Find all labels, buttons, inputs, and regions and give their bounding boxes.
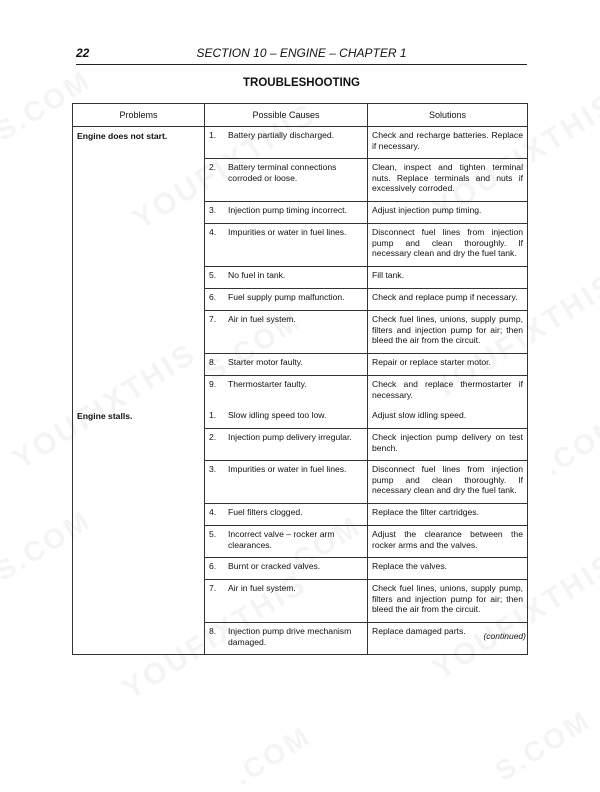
cause-item	[205, 407, 367, 428]
solution-text: Check and recharge batteries. Replace if necessary.	[372, 130, 523, 151]
solution-text: Check fuel lines, unions, supply pump, filters and injection pump for air; then bleed the air from the circuit.	[368, 579, 527, 622]
cause-number: 5.	[209, 529, 217, 539]
table-header-row	[73, 104, 528, 127]
cause-number: 1.	[209, 130, 217, 140]
cause-item	[205, 310, 367, 353]
cause-text: Injection pump delivery irregular.	[228, 432, 352, 442]
solution-text: Replace damaged parts.	[368, 622, 527, 654]
cause-item	[205, 288, 367, 310]
cause-item	[205, 503, 367, 525]
watermark	[228, 720, 317, 792]
cause-item	[205, 158, 367, 201]
cause-item	[205, 266, 367, 288]
column-header-problems: Problems	[73, 104, 205, 127]
cause-item	[205, 223, 367, 266]
cause-number: 8.	[209, 626, 217, 636]
solution-text: Disconnect fuel lines from injection pump and clean thoroughly. If necessary clean and dry the fuel tank.	[368, 460, 527, 503]
cause-number: 4.	[209, 507, 217, 517]
solution-text: Check fuel lines, unions, supply pump, filters and injection pump for air; then bleed the air from the circuit.	[368, 310, 527, 353]
cause-item	[205, 353, 367, 375]
cause-text: Thermostarter faulty.	[228, 379, 307, 389]
cause-text: Air in fuel system.	[228, 583, 296, 593]
cause-text: Burnt or cracked valves.	[228, 561, 321, 571]
cause-item	[205, 525, 367, 557]
problem-group-row	[73, 407, 528, 655]
cause-text: No fuel in tank.	[228, 270, 286, 280]
solution-text: Check injection pump delivery on test bench.	[368, 428, 527, 460]
cause-item	[205, 375, 367, 407]
page-header	[76, 44, 527, 65]
cause-number: 3.	[209, 464, 217, 474]
cause-item	[205, 428, 367, 460]
cause-item	[205, 579, 367, 622]
cause-number: 3.	[209, 205, 217, 215]
section-title: SECTION 10 – ENGINE – CHAPTER 1	[196, 46, 407, 60]
solution-text: Disconnect fuel lines from injection pump and clean thoroughly. If necessary clean and dry the fuel tank.	[368, 223, 527, 266]
cause-number: 6.	[209, 561, 217, 571]
cause-number: 5.	[209, 270, 217, 280]
cause-item	[205, 557, 367, 579]
problem-group-row	[73, 127, 528, 408]
column-header-causes: Possible Causes	[205, 104, 368, 127]
cause-text: Battery partially discharged.	[228, 130, 335, 140]
watermark	[538, 410, 600, 482]
cause-number: 1.	[209, 410, 217, 420]
cause-item	[205, 201, 367, 223]
causes-cell	[205, 127, 368, 408]
cause-text: Slow idling speed too low.	[228, 410, 327, 420]
cause-text: Fuel filters clogged.	[228, 507, 303, 517]
solution-text: Clean, inspect and tighten terminal nuts. Replace terminals and nuts if excessively corroded.	[368, 158, 527, 201]
cause-text: Incorrect valve – rocker arm clearances.	[228, 529, 335, 550]
cause-number: 8.	[209, 357, 217, 367]
solutions-cell	[368, 127, 528, 408]
cause-number: 6.	[209, 292, 217, 302]
page-title: TROUBLESHOOTING	[243, 77, 360, 89]
solution-text: Check and replace thermostarter if necessary.	[368, 375, 527, 407]
cause-text: Fuel supply pump malfunction.	[228, 292, 345, 302]
causes-cell	[205, 407, 368, 655]
cause-text: Injection pump drive mechanism damaged.	[228, 626, 352, 647]
solution-text: Adjust the clearance between the rocker arms and the valves.	[368, 525, 527, 557]
cause-text: Impurities or water in fuel lines.	[228, 227, 347, 237]
cause-item	[205, 622, 367, 654]
solution-text: Replace the filter cartridges.	[368, 503, 527, 525]
troubleshooting-table	[72, 103, 528, 655]
cause-number: 4.	[209, 227, 217, 237]
solution-text: Adjust slow idling speed.	[372, 410, 467, 420]
solution-text: Fill tank.	[368, 266, 527, 288]
cause-number: 2.	[209, 432, 217, 442]
cause-text: Starter motor faulty.	[228, 357, 303, 367]
cause-item	[205, 127, 367, 158]
cause-item	[205, 460, 367, 503]
watermark	[490, 704, 598, 788]
problem-cell: Engine does not start.	[73, 127, 205, 408]
column-header-solutions: Solutions	[368, 104, 528, 127]
solution-text: Check and replace pump if necessary.	[368, 288, 527, 310]
solution-text: Repair or replace starter motor.	[368, 353, 527, 375]
problem-cell: Engine stalls.	[73, 407, 205, 655]
solution-text: Adjust injection pump timing.	[368, 201, 527, 223]
solution-text: Replace the valves.	[368, 557, 527, 579]
cause-number: 7.	[209, 583, 217, 593]
solutions-cell	[368, 407, 528, 655]
cause-text: Impurities or water in fuel lines.	[228, 464, 347, 474]
cause-number: 7.	[209, 314, 217, 324]
cause-number: 9.	[209, 379, 217, 389]
page-number: 22	[76, 46, 90, 60]
continued-note: (continued)	[483, 631, 526, 641]
cause-text: Battery terminal connections corroded or loose.	[228, 162, 337, 183]
cause-text: Injection pump timing incorrect.	[228, 205, 347, 215]
cause-text: Air in fuel system.	[228, 314, 296, 324]
cause-number: 2.	[209, 162, 217, 172]
